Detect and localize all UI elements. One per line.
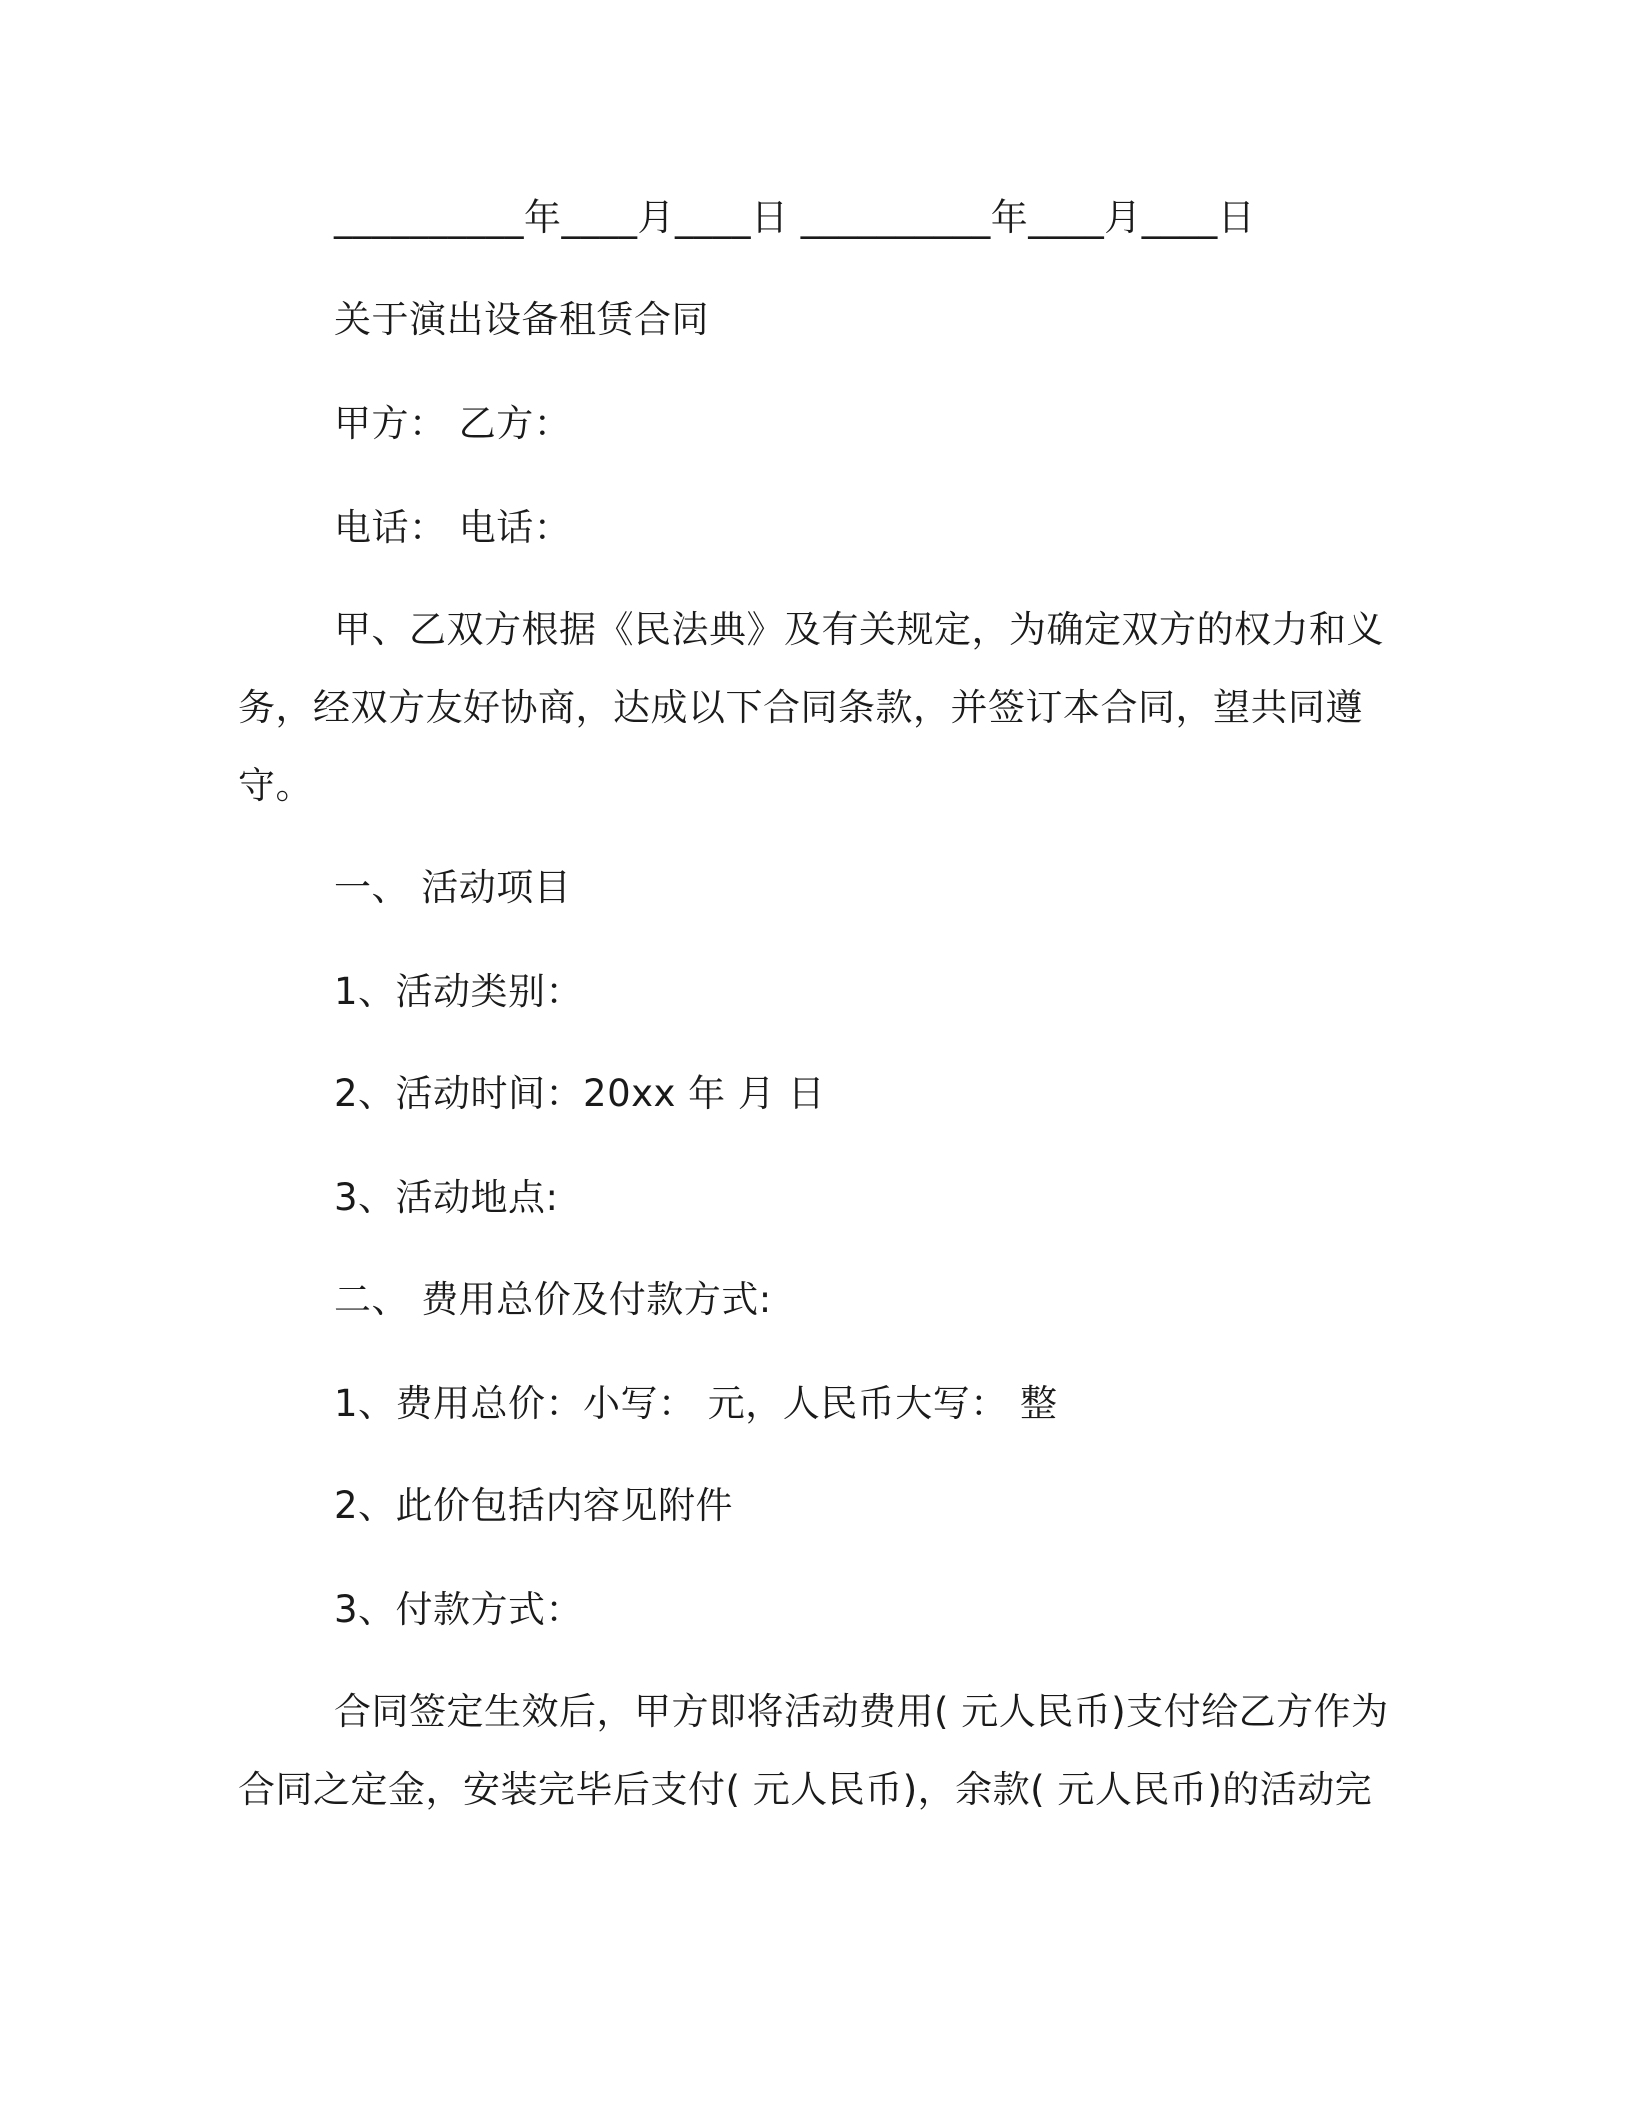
list-item: 3、活动地点: (334, 1176, 559, 1219)
preamble-line: 守。 (238, 764, 313, 807)
list-item: 1、活动类别： (334, 970, 584, 1013)
section-heading: 二、 费用总价及付款方式: (334, 1278, 772, 1321)
preamble-line: 务，经双方友好协商，达成以下合同条款，并签订本合同，望共同遵 (238, 686, 1363, 729)
phones-line: 电话： 电话： (334, 506, 572, 549)
document-title: 关于演出设备租赁合同 (334, 298, 709, 341)
preamble-line: 甲、乙双方根据《民法典》及有关规定，为确定双方的权力和义 (334, 608, 1384, 651)
payment-line: 合同之定金，安装完毕后支付( 元人民币)，余款( 元人民币)的活动完 (238, 1768, 1373, 1811)
payment-line: 合同签定生效后，甲方即将活动费用( 元人民币)支付给乙方作为 (334, 1690, 1389, 1733)
list-item: 2、活动时间：20xx 年 月 日 (334, 1072, 826, 1115)
list-item: 1、费用总价：小写： 元，人民币大写： 整 (334, 1382, 1058, 1425)
parties-line: 甲方： 乙方： (334, 402, 572, 445)
list-item: 2、此价包括内容见附件 (334, 1484, 734, 1527)
section-heading: 一、 活动项目 (334, 866, 572, 909)
date-line: __________年____月____日 __________年____月____日 (334, 196, 1256, 239)
list-item: 3、付款方式： (334, 1588, 584, 1631)
